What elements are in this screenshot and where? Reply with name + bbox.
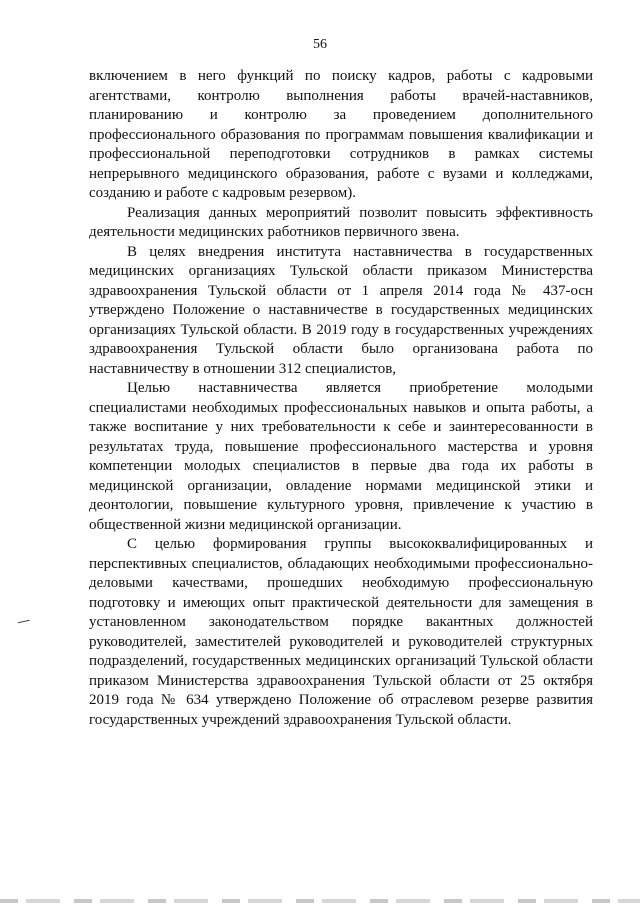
paragraph-personnel-reserve: С целью формирования группы высококвалифицированных и перспективных специалистов, обладающих необходимыми профессионально-деловыми качествами, прошедших необходимую профессиональную подготовку и имеющих опыт практической деятельности для замещения в установленном законодательством порядке вакантных должностей руководителей, заместителей руководителей и руководителей структурных подразделений, государственных медицинских организаций Тульской области приказом Министерства здравоохранения Тульской области от 25 октября 2019 года № 634 утверждено Положение об отраслевом резерве развития государственных учреждений здравоохранения Тульской области. — [89, 536, 593, 728]
paragraph-effectiveness: Реализация данных мероприятий позволит повысить эффективность деятельности медицинских работников первичного звена. — [89, 204, 593, 240]
margin-pen-mark — [18, 620, 30, 625]
paragraph-mentoring-institute: В целях внедрения института наставничества в государственных медицинских организациях Тульской области приказом Министерства здравоохранения Тульской области от 1 апреля 2014 года № 437-осн утверждено Положение о наставничестве в государственных медицинских организациях Тульской области. В 2019 году в государственных учреждениях здравоохранения Тульской области было организована работа по наставничеству в отношении 312 специалистов, — [89, 243, 593, 377]
document-body — [89, 67, 593, 730]
paragraph-mentoring-goal: Целью наставничества является приобретение молодыми специалистами необходимых профессиональных навыков и опыта работы, а также воспитание у них требовательности к себе и заинтересованности в результатах труда, повышение профессионального мастерства и уровня компетенции молодых специалистов в первые два года их работы в медицинской организации, овладение нормами медицинской этики и деонтологии, повышение культурного уровня, привлечение к участию в общественной жизни медицинской организации. — [89, 380, 593, 533]
paragraph-kadry-functions: включением в него функций по поиску кадров, работы с кадровыми агентствами, контролю выполнения работы врачей-наставников, планированию и контролю за проведением дополнительного профессионального образования по программам повышения квалификации и профессиональной переподготовки сотрудников в рамках системы непрерывного медицинского образования, работе с вузами и колледжами, созданию и работе с кадровым резервом). — [89, 68, 593, 201]
page-number: 56 — [313, 37, 327, 52]
scan-bottom-edge — [0, 899, 640, 903]
